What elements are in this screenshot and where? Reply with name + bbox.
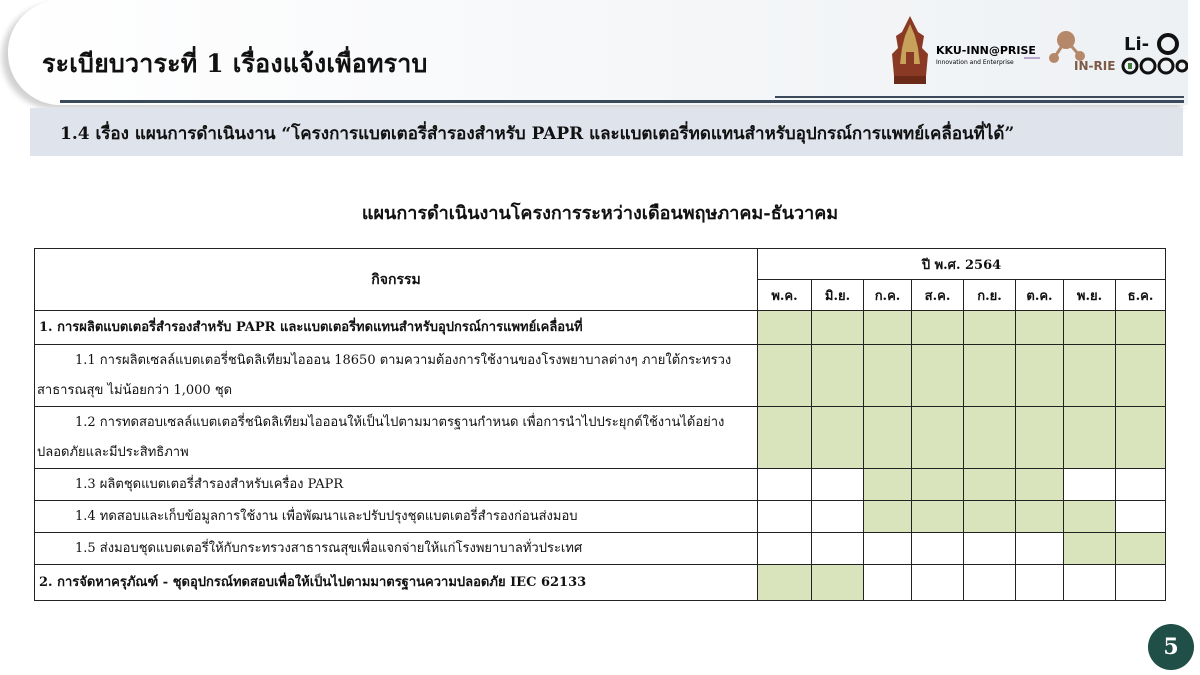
schedule-cell-empty <box>1016 565 1064 601</box>
schedule-cell-active <box>1116 533 1166 565</box>
schedule-cell-active <box>758 345 812 407</box>
table-row <box>35 501 1166 533</box>
activity-label: 1.4 ทดสอบและเก็บข้อมูลการใช้งาน เพื่อพัฒนาและปรับปรุงชุดแบตเตอรี่สำรองก่อนส่งมอบ <box>35 501 758 533</box>
subtitle-bar <box>30 108 1183 156</box>
schedule-cell-active <box>1116 407 1166 469</box>
schedule-cell-active <box>1016 311 1064 345</box>
schedule-table <box>34 248 1166 601</box>
schedule-cell-empty <box>1064 469 1116 501</box>
table-row <box>35 407 1166 469</box>
schedule-cell-active <box>912 501 964 533</box>
schedule-cell-active <box>864 501 912 533</box>
month-header: พ.ย. <box>1064 280 1116 311</box>
schedule-cell-active <box>1064 501 1116 533</box>
schedule-cell-empty <box>912 533 964 565</box>
activity-label: 1.3 ผลิตชุดแบตเตอรี่สำรองสำหรับเครื่อง PAPR <box>35 469 758 501</box>
activity-label: 1.2 การทดสอบเซลล์แบตเตอรี่ชนิดลิเทียมไอออนให้เป็นไปตามมาตรฐานกำหนด เพื่อการนำไปประยุกต์ใช้งานได้อย่างปลอดภัยและมีประสิทธิภาพ <box>35 407 758 469</box>
schedule-cell-empty <box>1116 501 1166 533</box>
schedule-cell-empty <box>1116 469 1166 501</box>
li-on-kku-logo <box>1120 30 1188 78</box>
schedule-cell-active <box>1064 345 1116 407</box>
schedule-cell-active <box>1064 533 1116 565</box>
schedule-cell-empty <box>964 565 1016 601</box>
schedule-cell-active <box>864 469 912 501</box>
schedule-cell-active <box>1016 407 1064 469</box>
schedule-cell-active <box>964 469 1016 501</box>
activity-header: กิจกรรม <box>35 249 758 311</box>
schedule-cell-active <box>1016 345 1064 407</box>
schedule-cell-active <box>1116 345 1166 407</box>
table-row <box>35 345 1166 407</box>
activity-label: 2. การจัดหาครุภัณฑ์ - ชุดอุปกรณ์ทดสอบเพื่อให้เป็นไปตามมาตรฐานความปลอดภัย IEC 62133 <box>35 565 758 601</box>
activity-label: 1.5 ส่งมอบชุดแบตเตอรี่ให้กับกระทรวงสาธารณสุขเพื่อแจกจ่ายให้แก่โรงพยาบาลทั่วประเทศ <box>35 533 758 565</box>
schedule-cell-active <box>1016 501 1064 533</box>
schedule-cell-active <box>912 469 964 501</box>
schedule-cell-empty <box>758 469 812 501</box>
inrie-text: IN-RIE <box>1074 59 1116 73</box>
month-header: ก.ค. <box>864 280 912 311</box>
month-header: ส.ค. <box>912 280 964 311</box>
schedule-cell-active <box>758 407 812 469</box>
page-number-badge: 5 <box>1148 624 1194 670</box>
schedule-cell-active <box>912 311 964 345</box>
schedule-cell-active <box>964 407 1016 469</box>
table-row <box>35 565 1166 601</box>
schedule-cell-empty <box>812 533 864 565</box>
schedule-cell-active <box>1064 311 1116 345</box>
schedule-cell-active <box>864 311 912 345</box>
month-header: พ.ค. <box>758 280 812 311</box>
activity-label: 1.1 การผลิตเซลล์แบตเตอรี่ชนิดลิเทียมไอออน 18650 ตามความต้องการใช้งานของโรงพยาบาลต่างๆ ภายใต้กระทรวงสาธารณสุข ไม่น้อยกว่า 1,000 ชุด <box>35 345 758 407</box>
schedule-cell-empty <box>912 565 964 601</box>
schedule-cell-active <box>758 565 812 601</box>
kku-emblem-icon <box>888 14 932 86</box>
agenda-item-title: 1.4 เรื่อง แผนการดำเนินงาน “โครงการแบตเตอรี่สำรองสำหรับ PAPR และแบตเตอรี่ทดแทนสำหรับอุปกรณ์การแพทย์เคลื่อนที่ได้” <box>60 124 1015 144</box>
month-header: ต.ค. <box>1016 280 1064 311</box>
schedule-cell-empty <box>1116 565 1166 601</box>
schedule-cell-empty <box>864 533 912 565</box>
year-header: ปี พ.ศ. 2564 <box>758 249 1166 280</box>
schedule-cell-empty <box>1064 565 1116 601</box>
page-title: ระเบียบวาระที่ 1 เรื่องแจ้งเพื่อทราบ <box>42 49 428 78</box>
schedule-cell-active <box>1064 407 1116 469</box>
schedule-cell-empty <box>812 469 864 501</box>
header-divider-accent <box>775 96 1184 98</box>
svg-text:Li-: Li- <box>1124 34 1150 55</box>
table-row <box>35 533 1166 565</box>
month-header: ธ.ค. <box>1116 280 1166 311</box>
schedule-body <box>35 311 1166 601</box>
schedule-cell-empty <box>758 501 812 533</box>
schedule-cell-active <box>964 345 1016 407</box>
innoprise-tagline: Innovation and Enterprise <box>936 59 1014 66</box>
schedule-cell-active <box>1116 311 1166 345</box>
schedule-cell-active <box>912 345 964 407</box>
innoprise-name: KKU-INN@PRISE <box>936 44 1036 57</box>
schedule-cell-active <box>812 565 864 601</box>
schedule-cell-active <box>864 407 912 469</box>
schedule-cell-active <box>964 501 1016 533</box>
schedule-cell-empty <box>812 501 864 533</box>
schedule-cell-active <box>912 407 964 469</box>
schedule-cell-active <box>964 311 1016 345</box>
schedule-cell-active <box>1016 469 1064 501</box>
table-row <box>35 469 1166 501</box>
schedule-cell-active <box>864 345 912 407</box>
inrie-logo <box>1044 26 1120 82</box>
schedule-cell-active <box>812 311 864 345</box>
schedule-cell-empty <box>1016 533 1064 565</box>
schedule-cell-empty <box>964 533 1016 565</box>
schedule-cell-active <box>812 345 864 407</box>
table-row <box>35 311 1166 345</box>
activity-label: 1. การผลิตแบตเตอรี่สำรองสำหรับ PAPR และแบตเตอรี่ทดแทนสำหรับอุปกรณ์การแพทย์เคลื่อนที่ <box>35 311 758 345</box>
schedule-cell-active <box>812 407 864 469</box>
schedule-cell-active <box>758 311 812 345</box>
header-divider <box>60 100 1184 103</box>
month-header: มิ.ย. <box>812 280 864 311</box>
plan-title: แผนการดำเนินงานโครงการระหว่างเดือนพฤษภาคม-ธันวาคม <box>361 203 839 224</box>
schedule-cell-empty <box>864 565 912 601</box>
schedule-cell-empty <box>758 533 812 565</box>
month-header: ก.ย. <box>964 280 1016 311</box>
kku-innoprise-logo <box>936 36 1042 76</box>
